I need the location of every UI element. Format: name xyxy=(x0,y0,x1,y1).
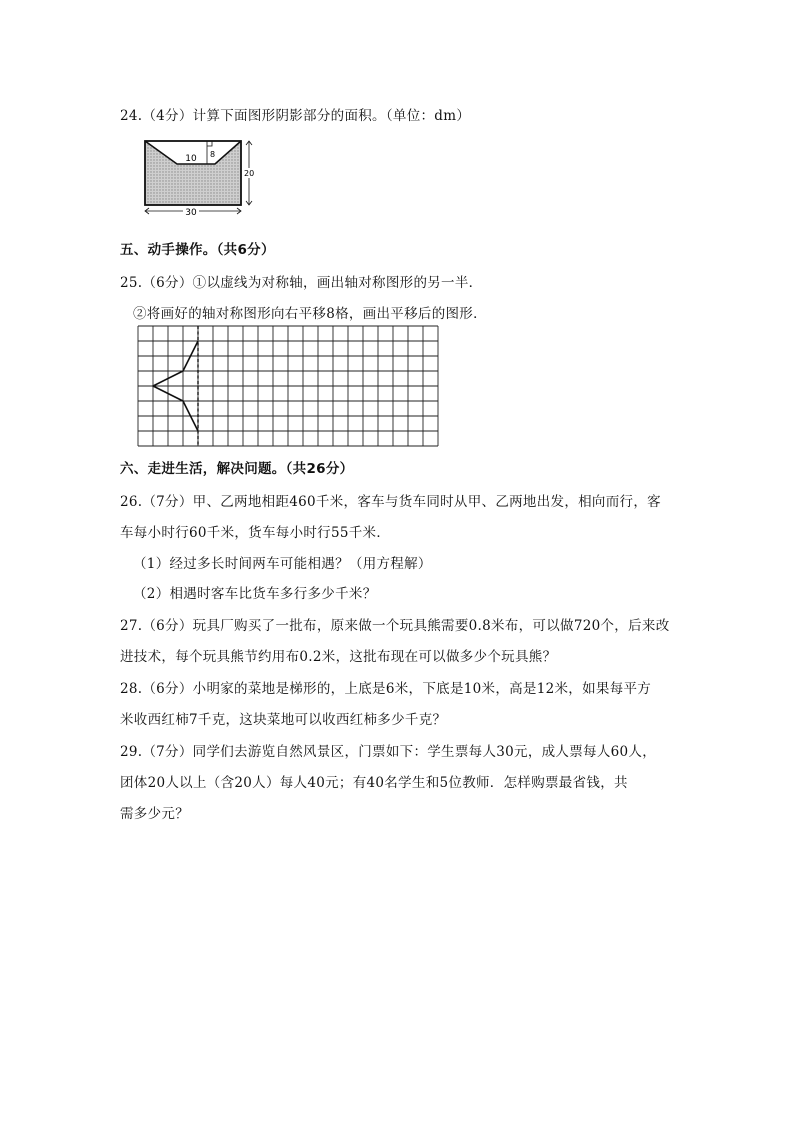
q25-line1: 25.（6分）①以虚线为对称轴，画出轴对称图形的另一半． xyxy=(120,275,483,291)
section6-heading: 六、走进生活，解决问题。（共26分） xyxy=(120,461,354,477)
q27-line1: 27.（6分）玩具厂购买了一批布，原来做一个玩具熊需要0.8米布，可以做720个，后来改 xyxy=(120,618,670,634)
q28-line2: 米收西红柿7千克，这块菜地可以收西红柿多少千克？ xyxy=(120,712,447,728)
label-bottom: 30 xyxy=(185,208,197,217)
label-top: 10 xyxy=(185,154,197,164)
q26-line1: 26.（7分）甲、乙两地相距460千米，客车与货车同时从甲、乙两地出发，相向而行，客 xyxy=(120,494,661,510)
q26-sub1: （1）经过多长时间两车可能相遇？（用方程解） xyxy=(133,556,432,572)
section5-heading: 五、动手操作。（共6分） xyxy=(120,242,275,258)
q24-text: 24.（4分）计算下面图形阴影部分的面积。（单位：dm） xyxy=(120,108,471,124)
label-height-small: 8 xyxy=(210,150,216,159)
q26-sub2: （2）相遇时客车比货车多行多少千米？ xyxy=(133,586,377,602)
q25-grid-figure xyxy=(137,325,439,447)
q29-line2: 团体20人以上（含20人）每人40元；有40名学生和5位教师．怎样购票最省钱，共 xyxy=(120,775,628,791)
q25-line2: ②将画好的轴对称图形向右平移8格，画出平移后的图形． xyxy=(133,306,487,322)
q24-shaded-figure xyxy=(135,135,260,217)
q29-line1: 29.（7分）同学们去游览自然风景区，门票如下：学生票每人30元，成人票每人60人， xyxy=(120,744,657,760)
q26-line2: 车每小时行60千米，货车每小时行55千米． xyxy=(120,525,391,541)
q28-line1: 28.（6分）小明家的菜地是梯形的，上底是6米，下底是10米，高是12米，如果每平方 xyxy=(120,681,652,697)
label-height-full: 20 xyxy=(244,169,255,178)
q27-line2: 进技术，每个玩具熊节约用布0.2米，这批布现在可以做多少个玩具熊？ xyxy=(120,649,557,665)
q29-line3: 需多少元？ xyxy=(120,806,189,822)
